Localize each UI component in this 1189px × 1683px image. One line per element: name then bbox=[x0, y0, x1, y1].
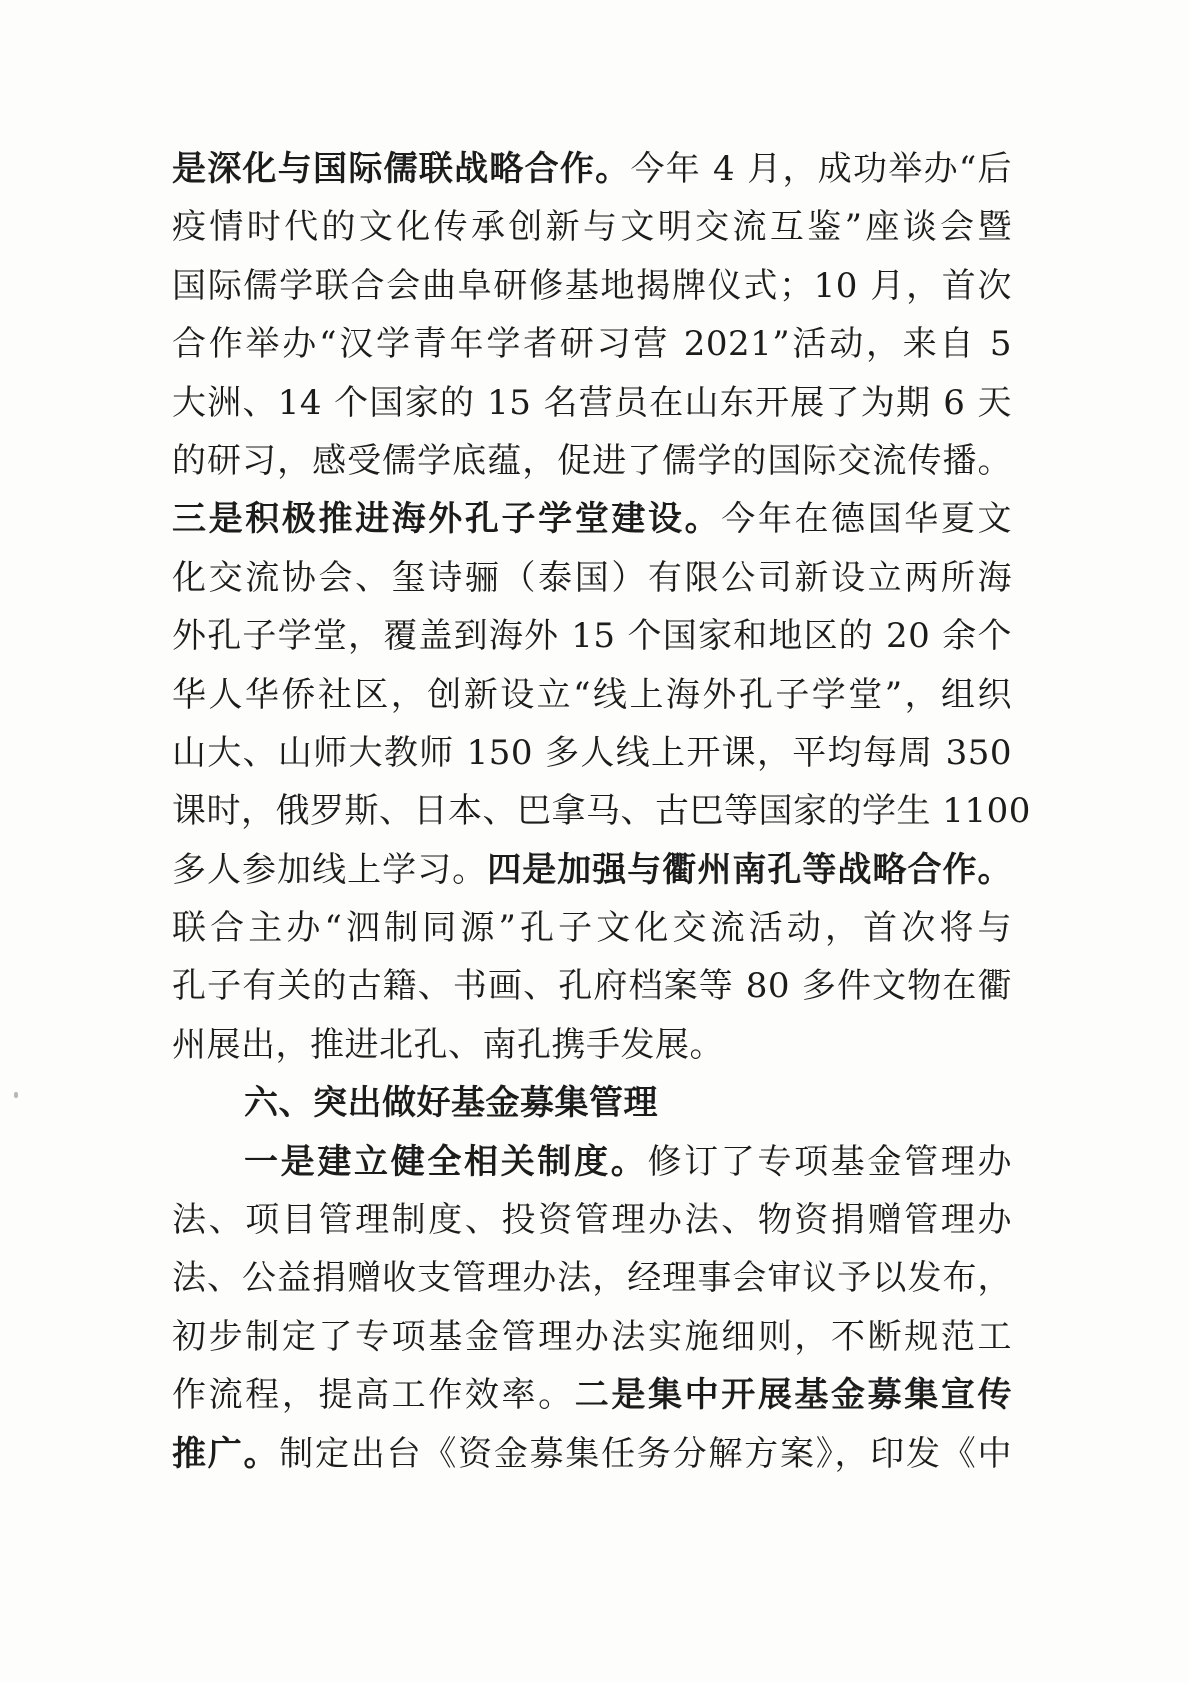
bold-lead-phrase: 是深化与国际儒联战略合作。 bbox=[172, 149, 631, 189]
line-text: 外孔子学堂，覆盖到海外 15 个国家和地区的 20 余个 bbox=[172, 616, 1012, 657]
line-text: 制定出台《资金募集任务分解方案》，印发《中 bbox=[279, 1433, 1013, 1474]
bold-lead-phrase: 四是加强与衢州南孔等战略合作。 bbox=[487, 849, 1013, 890]
text-line bbox=[172, 899, 1012, 957]
text-line bbox=[172, 1016, 1012, 1074]
text-line bbox=[172, 1366, 1012, 1424]
line-text: 联合主办“泗制同源”孔子文化交流活动，首次将与 bbox=[172, 908, 1012, 949]
text-line bbox=[172, 315, 1012, 373]
line-text: 的研习，感受儒学底蕴，促进了儒学的国际交流传播。 bbox=[172, 440, 1012, 481]
line-text: 大洲、14 个国家的 15 名营员在山东开展了为期 6 天 bbox=[172, 382, 1012, 423]
text-line bbox=[172, 957, 1012, 1015]
text-line bbox=[172, 1249, 1012, 1307]
line-text: 今年 4 月，成功举办“后 bbox=[630, 149, 1012, 189]
line-text: 多人参加线上学习。 bbox=[172, 849, 488, 890]
line-text: 疫情时代的文化传承创新与文明交流互鉴”座谈会暨 bbox=[172, 207, 1012, 248]
line-text: 国际儒学联合会曲阜研修基地揭牌仪式；10 月，首次 bbox=[172, 265, 1012, 306]
line-text: 作流程，提高工作效率。 bbox=[172, 1375, 575, 1416]
line-text: 课时，俄罗斯、日本、巴拿马、古巴等国家的学生 1100 bbox=[172, 791, 1031, 832]
bold-lead-phrase: 三是积极推进海外孔子学堂建设。 bbox=[172, 499, 722, 540]
line-text: 初步制定了专项基金管理办法实施细则，不断规范工 bbox=[172, 1316, 1012, 1357]
line-text: 孔子有关的古籍、书画、孔府档案等 80 多件文物在衢 bbox=[172, 966, 1012, 1007]
text-line bbox=[172, 198, 1012, 256]
text-line bbox=[172, 1425, 1012, 1483]
text-line bbox=[172, 549, 1012, 607]
bold-lead-phrase: 一是建立健全相关制度。 bbox=[244, 1141, 648, 1182]
bold-lead-phrase: 推广。 bbox=[172, 1433, 280, 1474]
text-line bbox=[172, 490, 1012, 548]
text-line bbox=[172, 432, 1012, 490]
line-text: 华人华侨社区，创新设立“线上海外孔子学堂”，组织 bbox=[172, 674, 1012, 715]
scan-speck bbox=[14, 1092, 18, 1098]
line-text: 化交流协会、玺诗骊（泰国）有限公司新设立两所海 bbox=[172, 557, 1012, 598]
line-text: 合作举办“汉学青年学者研习营 2021”活动，来自 5 bbox=[172, 324, 1012, 365]
line-text: 法、公益捐赠收支管理办法，经理事会审议予以发布， bbox=[172, 1258, 1012, 1299]
text-line bbox=[172, 666, 1012, 724]
bold-lead-phrase: 二是集中开展基金募集宣传 bbox=[574, 1375, 1012, 1416]
text-line bbox=[172, 724, 1012, 782]
line-text: 今年在德国华夏文 bbox=[721, 499, 1013, 540]
text-line bbox=[172, 1308, 1012, 1366]
body-text bbox=[172, 140, 1031, 1483]
text-line bbox=[172, 607, 1012, 665]
text-line bbox=[172, 257, 1012, 315]
text-line bbox=[172, 374, 1012, 432]
line-text: 州展出，推进北孔、南孔携手发展。 bbox=[172, 1024, 724, 1065]
line-text: 法、项目管理制度、投资管理办法、物资捐赠管理办 bbox=[172, 1200, 1012, 1241]
section-heading: 六、突出做好基金募集管理 bbox=[244, 1083, 658, 1124]
text-line bbox=[172, 1191, 1012, 1249]
line-text: 修订了专项基金管理办 bbox=[647, 1141, 1013, 1182]
text-line bbox=[172, 782, 1031, 840]
line-text: 山大、山师大教师 150 多人线上开课，平均每周 350 bbox=[172, 732, 1012, 773]
text-line bbox=[172, 1133, 1012, 1191]
text-line bbox=[172, 841, 1012, 899]
text-line bbox=[172, 140, 1012, 198]
